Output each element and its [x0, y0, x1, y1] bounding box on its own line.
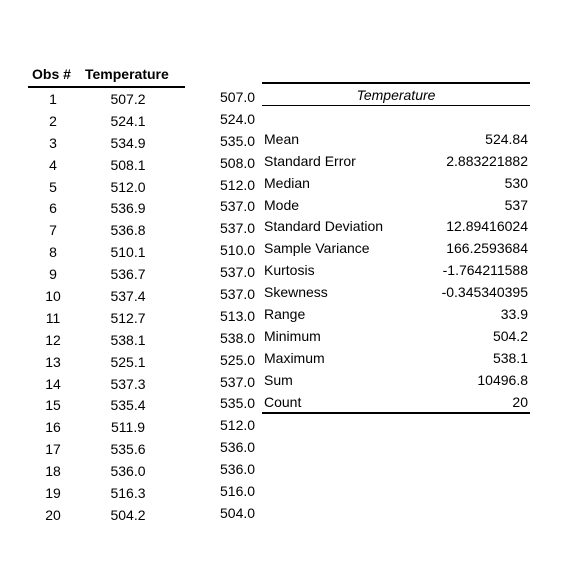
table-row	[28, 219, 185, 241]
temperature-cell: 516.3	[110, 484, 146, 501]
stat-value: 537	[504, 196, 528, 213]
stat-label: Count	[264, 393, 302, 410]
stat-label: Kurtosis	[264, 262, 315, 279]
stat-row	[262, 172, 530, 194]
table-row	[28, 394, 185, 416]
stats-rows	[262, 128, 530, 413]
obs-number-header: Obs #	[32, 66, 71, 82]
rounded-value-cell: 524.0	[220, 110, 256, 127]
rounded-value-cell: 510.0	[220, 242, 256, 259]
table-row	[28, 373, 185, 395]
temperature-cell: 536.8	[110, 222, 146, 239]
obs-number-cell: 3	[49, 134, 57, 151]
table-row	[28, 132, 185, 154]
obs-number-cell: 4	[49, 156, 57, 173]
table-row	[28, 110, 185, 132]
descriptive-stats-table	[262, 82, 530, 414]
stat-value: -0.345340395	[441, 284, 528, 301]
rounded-value-cell: 507.0	[220, 88, 256, 105]
stat-row	[262, 325, 530, 347]
stat-value: 166.2593684	[446, 240, 528, 257]
temperature-cell: 536.7	[110, 266, 146, 283]
rounded-value-cell: 513.0	[220, 307, 256, 324]
stat-value: 10496.8	[477, 371, 528, 388]
temperature-cell: 536.9	[110, 200, 146, 217]
temperature-cell: 538.1	[110, 331, 146, 348]
temperature-cell: 535.4	[110, 397, 146, 414]
table-row	[28, 154, 185, 176]
stat-row	[262, 303, 530, 325]
temperature-cell: 507.2	[110, 90, 146, 107]
stats-spacer	[262, 106, 530, 128]
obs-number-cell: 11	[45, 309, 61, 326]
stat-row	[262, 237, 530, 259]
rounded-value-cell: 537.0	[220, 373, 256, 390]
stat-row	[262, 150, 530, 172]
table-row	[28, 197, 185, 219]
stat-label: Skewness	[264, 284, 328, 301]
table-row	[28, 504, 185, 526]
stat-value: 504.2	[492, 327, 528, 344]
stat-label: Mean	[264, 130, 300, 147]
obs-number-cell: 15	[45, 397, 61, 414]
stat-label: Sample Variance	[264, 240, 370, 257]
stat-row	[262, 347, 530, 369]
stat-value: 538.1	[492, 349, 528, 366]
temperature-cell: 508.1	[110, 156, 146, 173]
stat-label: Standard Error	[264, 152, 356, 169]
rounded-value-cell: 536.0	[220, 439, 256, 456]
rounded-value-cell: 537.0	[220, 264, 256, 281]
table-row	[28, 482, 185, 504]
table-row	[28, 241, 185, 263]
obs-number-cell: 16	[45, 419, 61, 436]
temperature-cell: 525.1	[110, 353, 146, 370]
obs-number-cell: 5	[49, 178, 57, 195]
table-row	[28, 263, 185, 285]
obs-number-cell: 12	[45, 331, 61, 348]
stat-label: Maximum	[264, 349, 325, 366]
table-row	[28, 416, 185, 438]
temperature-cell: 537.4	[110, 287, 146, 304]
table-row	[28, 351, 185, 373]
temperature-cell: 510.1	[110, 244, 146, 261]
stat-value: 2.883221882	[446, 152, 528, 169]
obs-number-cell: 20	[45, 506, 61, 523]
rounded-value-cell: 535.0	[220, 395, 256, 412]
obs-number-cell: 9	[49, 266, 57, 283]
rounded-value-cell: 537.0	[220, 285, 256, 302]
temperature-header: Temperature	[85, 66, 169, 82]
rounded-value-cell: 537.0	[220, 220, 256, 237]
rounded-value-cell: 525.0	[220, 351, 256, 368]
temperature-cell: 537.3	[110, 375, 146, 392]
obs-number-cell: 7	[49, 222, 57, 239]
temperature-cell: 535.6	[110, 441, 146, 458]
temperature-cell: 534.9	[110, 134, 146, 151]
obs-number-cell: 18	[45, 463, 61, 480]
observations-table	[28, 64, 185, 526]
table-row	[28, 176, 185, 198]
stat-value: 33.9	[500, 305, 528, 322]
obs-number-cell: 2	[49, 112, 57, 129]
table-row	[28, 285, 185, 307]
observations-header	[28, 64, 185, 88]
stat-label: Minimum	[264, 327, 321, 344]
stat-label: Standard Deviation	[264, 218, 384, 235]
rounded-value-cell: 508.0	[220, 154, 256, 171]
stat-value: 12.89416024	[446, 218, 528, 235]
obs-number-cell: 19	[45, 484, 61, 501]
rounded-value-cell: 512.0	[220, 417, 256, 434]
rounded-value-cell: 535.0	[220, 132, 256, 149]
stat-row	[262, 369, 530, 391]
temperature-cell: 536.0	[110, 463, 146, 480]
obs-number-cell: 10	[45, 287, 61, 304]
temperature-cell: 524.1	[110, 112, 146, 129]
stat-row	[262, 215, 530, 237]
stat-row	[262, 194, 530, 216]
temperature-cell: 512.0	[110, 178, 146, 195]
table-row	[28, 329, 185, 351]
stats-title: Temperature	[262, 82, 530, 106]
stat-value: 524.84	[485, 130, 528, 147]
temperature-cell: 511.9	[111, 419, 145, 436]
stat-row	[262, 281, 530, 303]
rounded-value-cell: 538.0	[220, 329, 256, 346]
stat-row	[262, 259, 530, 281]
stat-label: Sum	[264, 371, 293, 388]
temperature-cell: 512.7	[110, 309, 146, 326]
table-row	[28, 460, 185, 482]
stat-row	[262, 391, 530, 413]
obs-number-cell: 13	[45, 353, 61, 370]
table-row	[28, 88, 185, 110]
stat-value: 530	[504, 174, 528, 191]
stat-row	[262, 128, 530, 150]
rounded-values-column	[220, 86, 264, 524]
rounded-value-cell: 512.0	[220, 176, 256, 193]
table-row	[28, 307, 185, 329]
obs-number-cell: 14	[45, 375, 61, 392]
stat-label: Mode	[264, 196, 300, 213]
obs-number-cell: 8	[49, 244, 57, 261]
observations-rows	[28, 88, 185, 526]
rounded-value-cell: 504.0	[220, 504, 256, 521]
obs-number-cell: 17	[45, 441, 61, 458]
stat-label: Range	[264, 305, 306, 322]
obs-number-cell: 6	[49, 200, 57, 217]
rounded-value-cell: 537.0	[220, 198, 256, 215]
obs-number-cell: 1	[49, 90, 57, 107]
temperature-cell: 504.2	[110, 506, 146, 523]
rounded-value-cell: 516.0	[220, 482, 256, 499]
rounded-value-cell: 536.0	[220, 461, 256, 478]
stats-bottom-rule	[262, 412, 530, 414]
table-row	[28, 438, 185, 460]
stat-label: Median	[264, 174, 310, 191]
stat-value: 20	[512, 393, 528, 410]
stat-value: -1.764211588	[442, 262, 528, 279]
